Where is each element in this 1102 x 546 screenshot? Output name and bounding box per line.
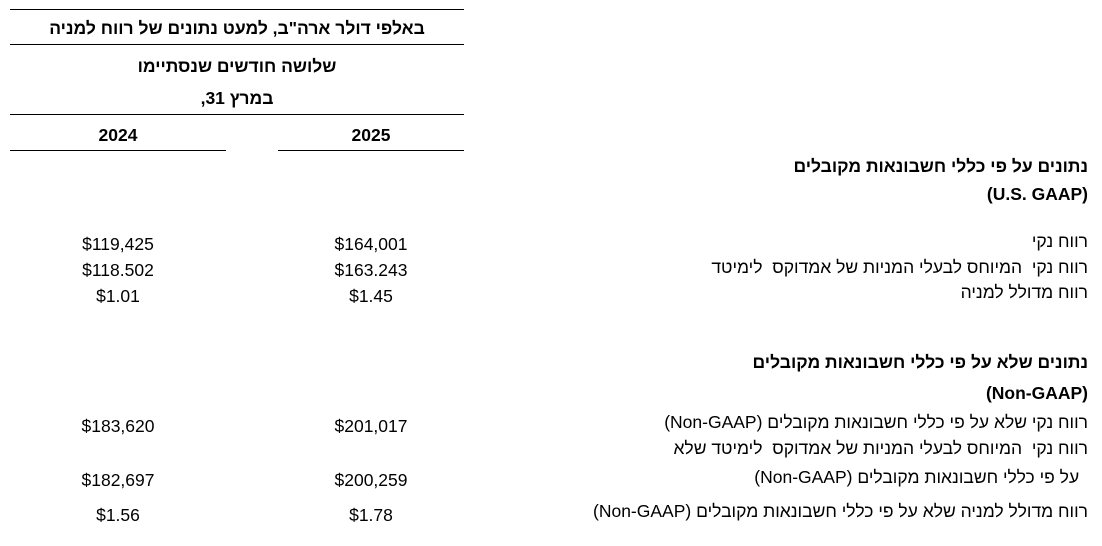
unit-title: באלפי דולר ארה"ב, למעט נתונים של רווח למניה — [49, 18, 425, 38]
column-header-2024: 2024 — [98, 125, 138, 145]
nongaap-heading-sub: (Non-GAAP) — [985, 383, 1088, 403]
nongaap-row-label-line1: רווח נקי המיוחס לבעלי המניות של אמדוקס לימיטד שלא — [673, 438, 1088, 458]
gaap-row-value-2025: $163.243 — [334, 260, 408, 280]
nongaap-row-label: רווח מדולל למניה שלא על פי כללי חשבונאות מקובלים (Non-GAAP) — [593, 501, 1088, 521]
column-rule-2024 — [10, 150, 226, 151]
gaap-row-value-2024: $119,425 — [82, 234, 154, 254]
nongaap-row-value-2024: $183,620 — [81, 416, 155, 436]
gaap-row-value-2025: $164,001 — [334, 234, 408, 254]
period-line-2: במרץ 31, — [200, 88, 274, 108]
nongaap-row-value-2024: $1.56 — [96, 505, 140, 525]
gaap-heading: נתונים על פי כללי חשבונאות מקובלים — [793, 156, 1088, 176]
gaap-heading-sub: (U.S. GAAP) — [986, 184, 1088, 204]
gaap-row-label: רווח נקי המיוחס לבעלי המניות של אמדוקס לימיטד — [711, 257, 1088, 277]
column-header-2025: 2025 — [351, 125, 391, 145]
gaap-row-value-2024: $118.502 — [82, 260, 154, 280]
period-rule — [10, 114, 464, 115]
gaap-row-label: רווח מדולל למניה — [960, 282, 1088, 302]
nongaap-row-value-2025: $200,259 — [334, 470, 408, 490]
gaap-row-value-2025: $1.45 — [349, 286, 393, 306]
nongaap-row-value-2025: $1.78 — [349, 505, 393, 525]
period-line-1: שלושה חודשים שנסתיימו — [137, 56, 337, 76]
nongaap-row-value-2024: $182,697 — [81, 470, 155, 490]
header-top-rule — [10, 9, 464, 10]
nongaap-heading: נתונים שלא על פי כללי חשבונאות מקובלים — [752, 352, 1088, 372]
header-title-rule — [10, 44, 464, 45]
nongaap-row-label-line2: על פי כללי חשבונאות מקובלים (Non-GAAP) — [754, 467, 1084, 487]
gaap-row-label: רווח נקי — [1031, 231, 1088, 251]
column-rule-2025 — [278, 150, 464, 151]
nongaap-row-label: רווח נקי שלא על פי כללי חשבונאות מקובלים (Non-GAAP) — [664, 412, 1088, 432]
nongaap-row-value-2025: $201,017 — [334, 416, 408, 436]
gaap-row-value-2024: $1.01 — [96, 286, 140, 306]
